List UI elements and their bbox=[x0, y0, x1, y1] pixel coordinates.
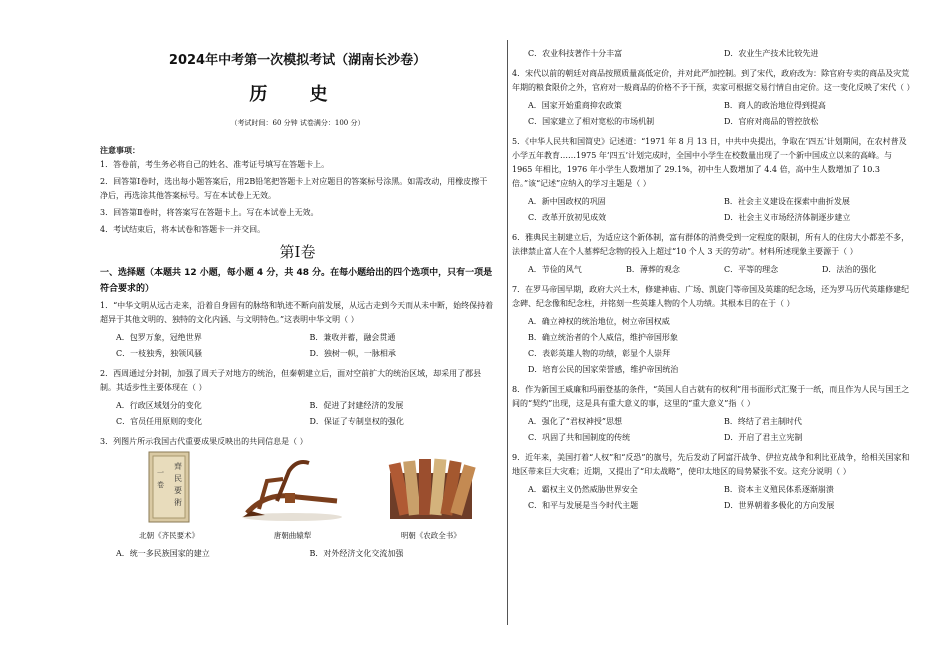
option-c: C．改革开放初见成效 bbox=[528, 213, 607, 222]
notice-block bbox=[100, 144, 495, 237]
figure-caption: 北朝《齐民要术》 bbox=[139, 531, 200, 540]
book-image bbox=[148, 451, 190, 523]
option-d: D．社会主义市场经济体制逐步建立 bbox=[724, 213, 851, 222]
option-c: C．表彰英雄人物的功绩，彰显个人崇拜 bbox=[528, 349, 671, 358]
question-5 bbox=[512, 135, 912, 226]
option-b: B．促进了封建经济的发展 bbox=[309, 401, 404, 410]
option-a: A．强化了“君权神授”思想 bbox=[528, 417, 622, 426]
notice-heading: 注意事项： bbox=[100, 146, 140, 155]
option-a: A．霸权主义仍然威胁世界安全 bbox=[528, 485, 638, 494]
option-c: C．平等的理念 bbox=[724, 265, 779, 274]
notice-item: 3．回答第Ⅱ卷时，将答案写在答题卡上。写在本试卷上无效。 bbox=[100, 208, 319, 217]
volume-heading: 第Ⅰ卷 bbox=[279, 243, 316, 261]
option-a: A．新中国政权的巩固 bbox=[528, 197, 606, 206]
figure-nongzheng-quanshu bbox=[386, 451, 476, 543]
option-d: D．农业生产技术比较先进 bbox=[724, 49, 819, 58]
svg-text:一: 一 bbox=[157, 469, 165, 477]
option-a: A．行政区域划分的变化 bbox=[116, 401, 202, 410]
option-a: A．确立神权的统治地位，树立帝国权威 bbox=[528, 317, 670, 326]
figure-caption: 唐朝曲辕犁 bbox=[273, 531, 312, 540]
figure-row bbox=[120, 453, 495, 543]
option-b: B．资本主义殖民体系逐渐崩溃 bbox=[724, 485, 834, 494]
option-c: C．和平与发展是当今时代主题 bbox=[528, 501, 639, 510]
svg-text:齊: 齊 bbox=[174, 462, 183, 471]
question-2 bbox=[100, 367, 495, 430]
svg-text:要: 要 bbox=[174, 486, 183, 495]
question-stem: 7．在罗马帝国早期，政府大兴土木，修建神庙、广场、凯旋门等帝国及英雄的纪念场，还为罗马历代英雄修建纪念碑、纪念像和纪念柱，并铭刻一些英雄人物的个人功绩。其根本目的在于（ ） bbox=[512, 285, 910, 308]
svg-text:術: 術 bbox=[174, 498, 183, 507]
option-c: C．农业科技著作十分丰富 bbox=[528, 49, 623, 58]
question-stem: 2．西周通过分封制，加强了周天子对地方的统治，但秦朝建立后，面对空前扩大的统治区域，却采用了郡县制。其适步性主要体现在（ ） bbox=[100, 369, 482, 392]
figure-qimin-yaoshu bbox=[139, 451, 199, 543]
option-b: B．薄葬的观念 bbox=[626, 265, 680, 274]
option-d: D．官府对商品的管控放松 bbox=[724, 117, 819, 126]
right-column bbox=[512, 46, 915, 519]
option-b: B．终结了君主制时代 bbox=[724, 417, 802, 426]
option-c: C．巩固了共和国制度的传统 bbox=[528, 433, 631, 442]
question-stem: 4．宋代以前的朝廷对商品按照质量高低定价，并对此严加控制。到了宋代，政府改为：除官府专卖的商品及灾荒年期的粮食限价之外，官府对一般商品的价格不予干预，卖家可根据交易行情自由定价。这一变化反映了宋代（ ） bbox=[512, 69, 915, 92]
option-c: C．一枝独秀，独领风骚 bbox=[116, 349, 203, 358]
option-b: B．商人的政治地位得到提高 bbox=[724, 101, 826, 110]
option-d: D．开启了君主立宪制 bbox=[724, 433, 803, 442]
option-d: D．世界朝着多极化的方向发展 bbox=[724, 501, 835, 510]
option-a: A．节俭的风气 bbox=[528, 265, 582, 274]
option-d: D．独树一帜，一脉相承 bbox=[309, 349, 396, 358]
figure-curved-plow bbox=[237, 451, 347, 543]
option-a: A．包罗万象，冠绝世界 bbox=[116, 333, 202, 342]
question-3-continued bbox=[512, 46, 912, 62]
option-d: D．保证了专制皇权的强化 bbox=[309, 417, 404, 426]
option-c: C．官员任用原则的变化 bbox=[116, 417, 203, 426]
svg-text:民: 民 bbox=[174, 474, 183, 483]
question-6 bbox=[512, 231, 912, 278]
option-a: A．统一多民族国家的建立 bbox=[116, 549, 210, 558]
exam-meta: （考试时间：60 分钟 试卷满分：100 分） bbox=[230, 119, 365, 127]
question-7 bbox=[512, 283, 912, 378]
option-b: B．对外经济文化交流加强 bbox=[309, 549, 404, 558]
option-b: B．兼收并蓄，融会贯通 bbox=[309, 333, 396, 342]
section-heading: 一、选择题（本题共 12 小题，每小题 4 分，共 48 分。在每小题给出的四个选项中，只有一项是符合要求的） bbox=[100, 268, 493, 294]
question-stem: 6．雅典民主制建立后，为适应这个新体制，富有群体的消费受到一定程度的限制，所有人的住房大小都差不多，法律禁止富人在个人墓葬纪念物的投入上超过“10 个人 3 天的劳动”。材料所述现象主要源于（ ） bbox=[512, 233, 910, 256]
option-d: D．培育公民的国家荣誉感，维护帝国统治 bbox=[528, 365, 679, 374]
notice-item: 4．考试结束后，将本试卷和答题卡一并交回。 bbox=[100, 225, 266, 234]
question-stem: 3．列图片所示我国古代重要成果反映出的共同信息是（ ） bbox=[100, 437, 308, 446]
question-8 bbox=[512, 383, 912, 446]
question-3 bbox=[100, 435, 495, 562]
question-stem: 9．近年来，美国打着“人权”和“反恐”的旗号，先后发动了阿富汗战争、伊拉克战争和利比亚战争，给相关国家和地区带来巨大灾难；近期，又提出了“印太战略”，使印太地区的局势紧张不安。这充分说明（ ） bbox=[512, 453, 910, 476]
plow-image bbox=[237, 451, 347, 523]
subject-title: 历 史 bbox=[249, 84, 346, 105]
option-d: D．法治的强化 bbox=[822, 265, 877, 274]
notice-item: 2．回答第Ⅰ卷时，选出每小题答案后，用2B铅笔把答题卡上对应题目的答案标号涂黑。如需改动，用橡皮擦干净后，再选涂其他答案标号。写在本试卷上无效。 bbox=[100, 177, 488, 200]
question-stem: 5．《中华人民共和国简史》记述道：“1971 年 8 月 13 日，中共中央提出，争取在‘四五’计划期间，在农村普及小学五年教育……1975 年‘四五’计划完成时，全国中小学生在校数量出现了一个新中国成立以来的高峰。与 1965 年相比，1976 年小学生人数增加了 29.1%，初中生人数增加了 4.4 倍，高中生人数增加了 10.3 倍。”该“记述”应纳入的学习主题是（ ） bbox=[512, 137, 907, 188]
figure-caption: 明朝《农政全书》 bbox=[400, 531, 461, 540]
option-b: B．确立统治者的个人威信，维护帝国形象 bbox=[528, 333, 678, 342]
option-b: B．社会主义建设在探索中曲折发展 bbox=[724, 197, 850, 206]
column-divider bbox=[507, 40, 508, 625]
svg-text:卷: 卷 bbox=[157, 481, 165, 489]
option-c: C．国家建立了相对宽松的市场机制 bbox=[528, 117, 655, 126]
left-column bbox=[100, 50, 495, 567]
books-image bbox=[386, 451, 476, 523]
question-9 bbox=[512, 451, 912, 514]
question-1 bbox=[100, 299, 495, 362]
notice-item: 1．答卷前，考生务必将自己的姓名、准考证号填写在答题卡上。 bbox=[100, 160, 330, 169]
option-a: A．国家开始重商抑农政策 bbox=[528, 101, 622, 110]
question-4 bbox=[512, 67, 915, 130]
question-stem: 8．作为新国王威廉和玛丽登基的条件，“英国人自古就有的权利”用书面形式汇聚于一纸，而且作为人民与国王之间的“契约”出现，这是具有重大意义的事，这里的“重大意义”指（ ） bbox=[512, 385, 910, 408]
exam-title: 2024年中考第一次模拟考试（湖南长沙卷） bbox=[168, 53, 427, 68]
question-stem: 1．“中华文明从远古走来，沿着自身固有的脉络和轨迹不断向前发展，从远古走到今天而从未中断，始终保持着超异于其他文明的、独特的文化内涵、与文明特色。”这表明中华文明（ ） bbox=[100, 301, 494, 324]
